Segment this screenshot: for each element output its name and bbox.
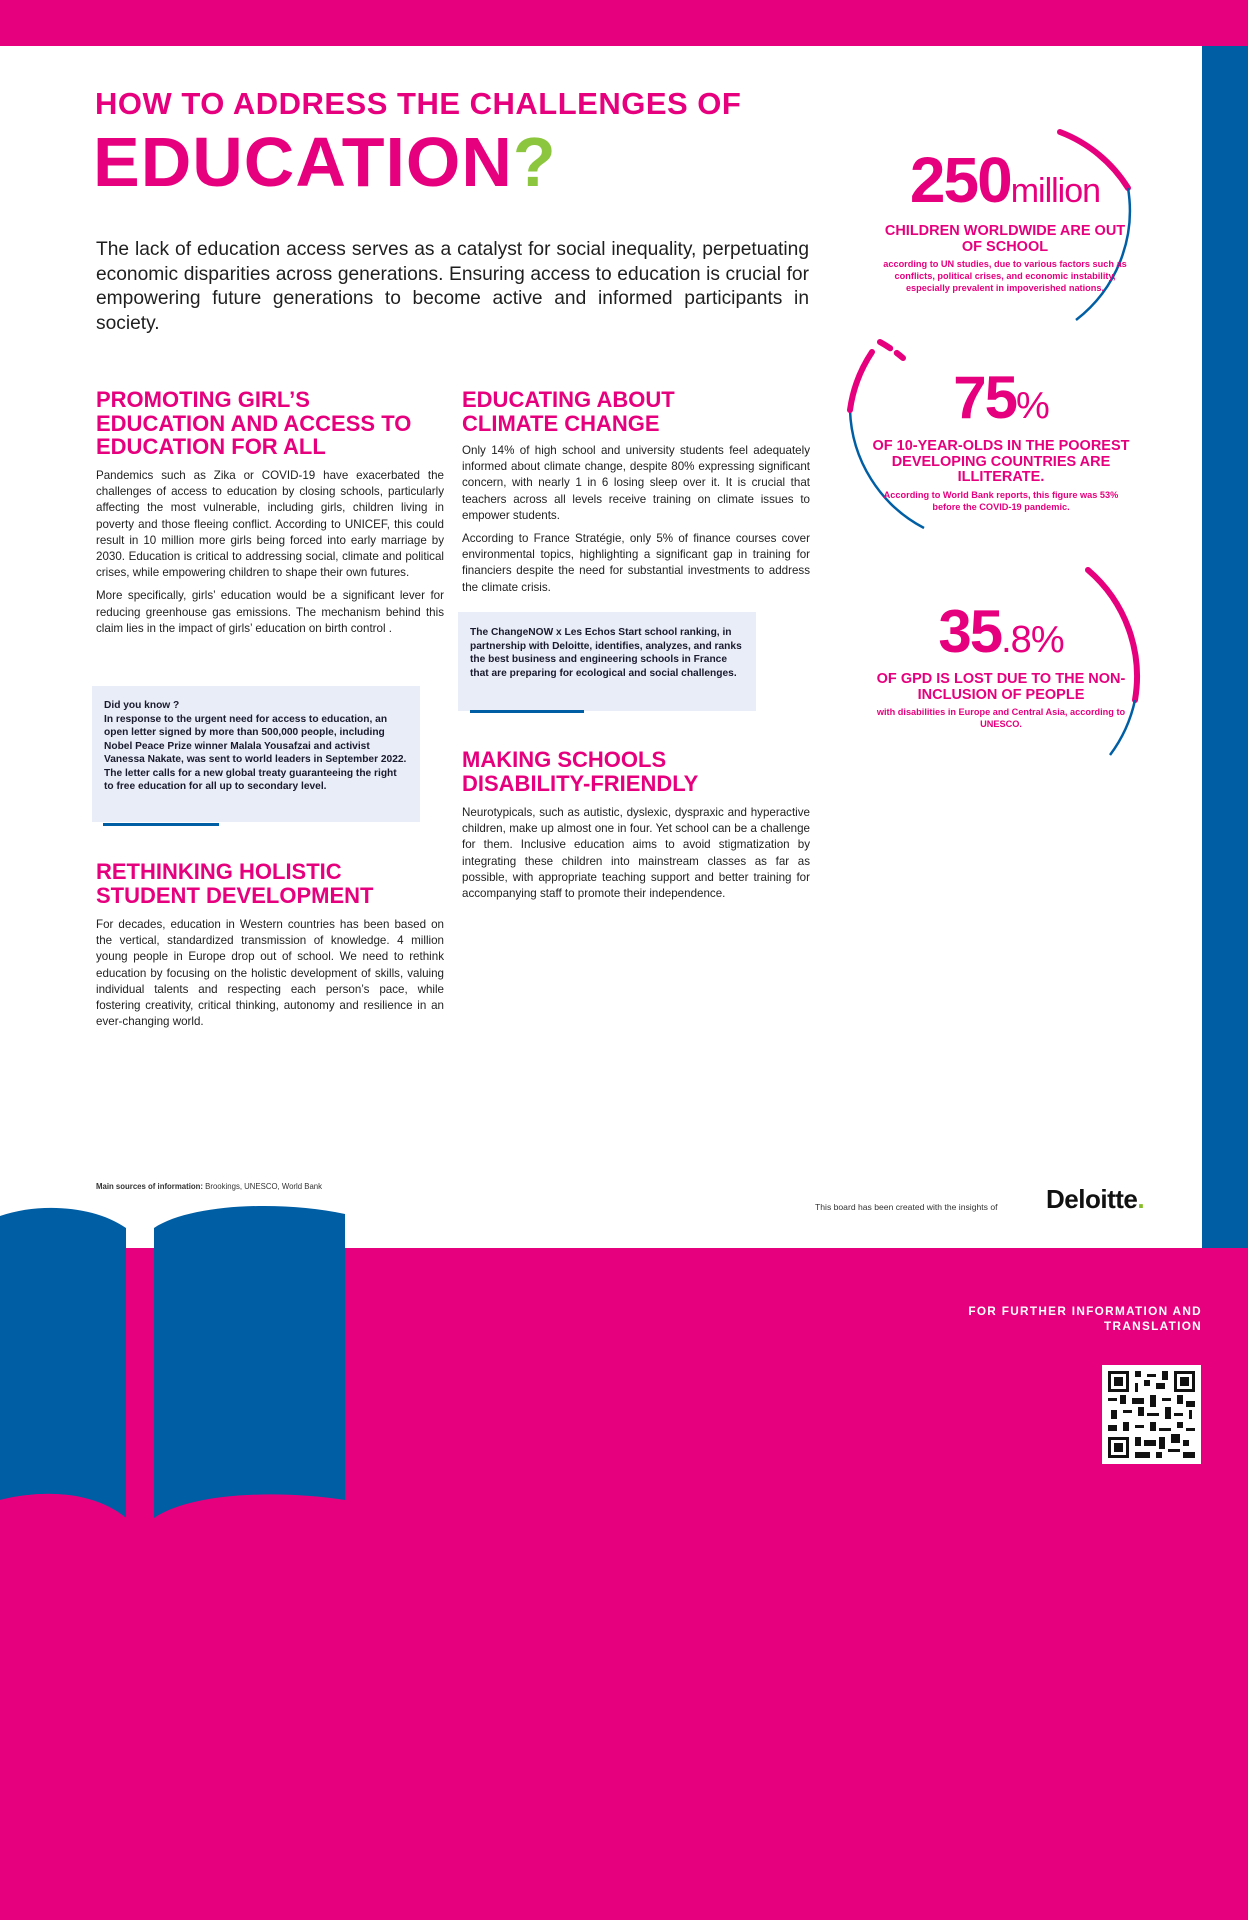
deloitte-dot: .: [1137, 1184, 1145, 1214]
top-band: [0, 0, 1248, 46]
sources-label: Main sources of information:: [96, 1182, 203, 1191]
section-title-disability: MAKING SCHOOLS DISABILITY-FRIENDLY: [462, 747, 699, 796]
stat3-note: with disabilities in Europe and Central Asia, according to UNESCO.: [876, 707, 1126, 729]
title-main-text: EDUCATION: [93, 123, 513, 201]
climate-paragraph-2: According to France Stratégie, only 5% of finance courses cover environmental topics, highlighting a significant gap in training for financiers despite the need for substantial investments to address the climate crisis.: [462, 532, 810, 594]
further-info-label: FOR FURTHER INFORMATION AND TRANSLATION: [968, 1304, 1202, 1333]
disability-paragraph-1: Neurotypicals, such as autistic, dyslexic, dyspraxic and hyperactive children, make up almost one in four. Yet school can be a challenge for them. Inclusive education aims to avoid stigmatization by integrating these children into mainstream classes as far as possible, with appropriate teaching support and better training for accompanying staff to promote their independence.: [462, 806, 810, 901]
girls-paragraph-1: Pandemics such as Zika or COVID-19 have exacerbated the challenges of access to education by closing schools, particularly affecting the most vulnerable, including girls, children living in poverty and those fleeing conflict. According to UNICEF, this could result in 10 million more girls being forced into early marriage by 2030. Education is critical to addressing social, climate and political crises, while empowering children to shape their own futures.: [96, 469, 444, 580]
section-title-girls-education: PROMOTING GIRL’S EDUCATION AND ACCESS TO EDUCATION FOR ALL: [96, 387, 412, 459]
changenow-box: [458, 612, 756, 711]
intro-paragraph: The lack of education access serves as a catalyst for social inequality, perpetuating economic disparities across generations. Ensuring access to education is crucial for empowering future generations to become active and informed participants in society.: [96, 239, 809, 334]
credit-line: This board has been created with the insights of: [815, 1202, 998, 1212]
qr-code-icon: [1108, 1371, 1195, 1458]
did-you-know-text: In response to the urgent need for access to education, an open letter signed by more than 500,000 people, including Nobel Peace Prize winner Malala Yousafzai and activist Vanessa Nakate, was sent to world leaders in September 2022. The letter calls for a new global treaty guaranteeing the right to free education for all up to secondary level.: [104, 713, 407, 792]
stat3-number: 35: [938, 598, 1002, 665]
section-body-disability: [462, 805, 810, 909]
stat2-note: According to World Bank reports, this figure was 53% before the COVID-19 pandemic.: [883, 489, 1119, 512]
sources-line: [96, 1182, 322, 1191]
changenow-underline: [470, 710, 584, 713]
section-body-climate: [462, 443, 810, 603]
did-you-know-underline: [103, 823, 219, 826]
changenow-text: The ChangeNOW x Les Echos Start school ranking, in partnership with Deloitte, identifies, analyzes, and ranks the best business and engineering schools in France that are preparing for ecological and social challenges.: [470, 627, 742, 679]
stat2-figure: [870, 365, 1132, 439]
book-right-page: [154, 1206, 345, 1518]
stat1-figure: [880, 144, 1130, 224]
stat-gdp-loss: [870, 600, 1132, 730]
stat2-unit: %: [1015, 385, 1049, 427]
book-left-page: [0, 1208, 126, 1518]
blue-side-strip: [1202, 46, 1248, 1248]
stat3-unit: .8%: [1001, 619, 1064, 661]
climate-paragraph-1: Only 14% of high school and university students feel adequately informed about climate change, despite 80% expressing significant concern, with nearly 1 in 6 losing sleep over it. It is crucial that teachers across all levels receive training on climate issues to empower students.: [462, 444, 810, 522]
page-title: [93, 122, 557, 202]
sources-list: Brookings, UNESCO, World Bank: [205, 1182, 323, 1191]
holistic-paragraph-1: For decades, education in Western countries has been based on the vertical, standardized transmission of knowledge. 4 million young people in Europe drop out of school. We need to rethink education by focusing on the holistic development of skills, valuing individual talents and respecting each person’s pace, while fostering creativity, critical thinking, autonomy and resilience in an ever-changing world.: [96, 918, 444, 1029]
title-top: HOW TO ADDRESS THE CHALLENGES OF: [95, 86, 742, 121]
stat1-number: 250: [909, 144, 1011, 216]
stat-out-of-school: [880, 144, 1130, 294]
stat1-unit: million: [1010, 172, 1101, 210]
girls-paragraph-2: More specifically, girls’ education would be a significant lever for reducing greenhouse gas emissions. The mechanism behind this claim lies in the impact of girls’ education on birth control .: [96, 589, 444, 635]
title-question-mark: ?: [512, 123, 557, 201]
deloitte-wordmark: Deloitte: [1046, 1184, 1138, 1214]
open-book-illustration: [0, 1200, 360, 1560]
deloitte-logo: [1046, 1184, 1144, 1215]
stat3-figure: [870, 600, 1132, 672]
stat2-label: OF 10-YEAR-OLDS IN THE POOREST DEVELOPING COUNTRIES ARE ILLITERATE.: [872, 438, 1130, 485]
stat2-number: 75: [953, 364, 1016, 431]
qr-code[interactable]: [1102, 1365, 1201, 1464]
did-you-know-box: [92, 686, 420, 822]
stat3-label: OF GPD IS LOST DUE TO THE NON-INCLUSION OF PEOPLE: [876, 671, 1126, 703]
did-you-know-heading: Did you know ?: [104, 700, 180, 711]
section-title-climate: EDUCATING ABOUT CLIMATE CHANGE: [462, 387, 675, 436]
stat-illiteracy: [870, 365, 1132, 513]
section-body-holistic: [96, 917, 444, 1037]
stat1-note: according to UN studies, due to various factors such as conflicts, political crises, and economic instability, especially prevalent in impoverished nations.: [883, 259, 1127, 293]
stat1-label: CHILDREN WORLDWIDE ARE OUT OF SCHOOL: [884, 223, 1126, 255]
section-body-girls-education: [96, 468, 444, 644]
section-title-holistic: RETHINKING HOLISTIC STUDENT DEVELOPMENT: [96, 859, 374, 908]
